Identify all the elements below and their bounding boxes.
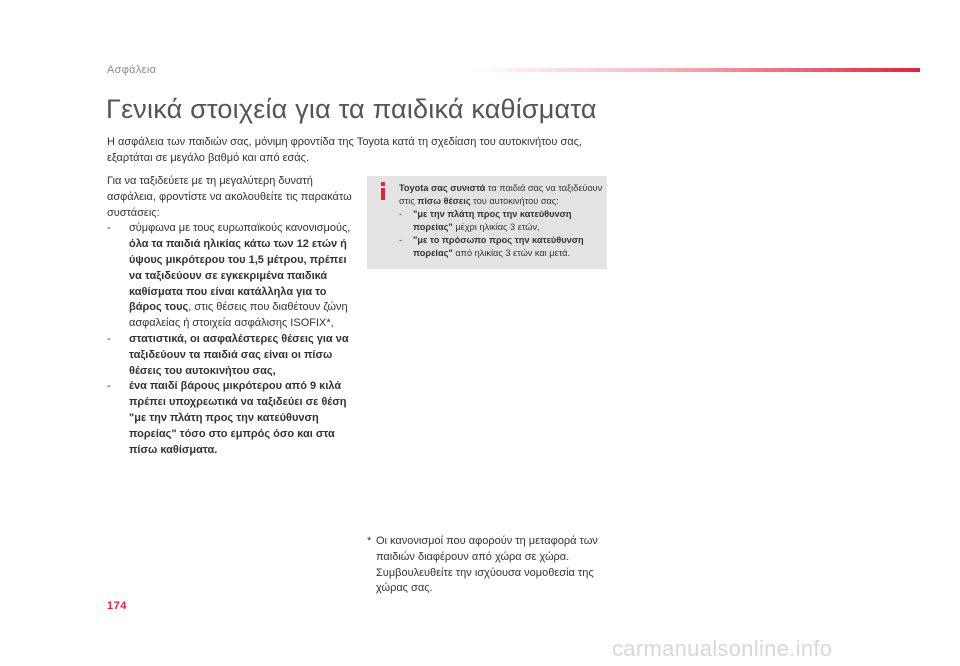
header-accent-bar (470, 68, 920, 72)
page-number: 174 (107, 600, 127, 612)
info-icon (379, 182, 387, 200)
list-dash: - (107, 380, 111, 393)
list-item-emphasis: "με την πλάτη προς την κατεύθυνση πορείας" (413, 209, 572, 232)
footnote-text: Οι κανονισμοί που αφορούν τη μεταφορά των παιδιών διαφέρουν από χώρα σε χώρα. Συμβουλευθείτε την ισχύουσα νομοθεσία της χώρας σας. (376, 535, 598, 595)
list-item-emphasis: ένα παιδί βάρους μικρότερου από 9 κιλά πρέπει υποχρεωτικά να ταξιδεύει σε θέση "με την πλάτη προς την κατεύθυνση πορείας" τόσο στο εμπρός όσο και στα πίσω καθίσματα. (129, 380, 347, 456)
list-item (107, 332, 357, 379)
list-item (107, 221, 357, 332)
list-item (399, 234, 604, 260)
info-brand: Toyota σας συνιστά (399, 183, 486, 193)
list-item-emphasis: στατιστικά, οι ασφαλέστερες θέσεις για να ταξιδεύουν τα παιδιά σας είναι οι πίσω θέσεις του αυτοκινήτου σας, (129, 332, 349, 377)
recommendations-list (107, 221, 357, 458)
info-lead-text: τα παιδιά σας να ταξιδεύουν στις (399, 183, 603, 206)
list-item (399, 208, 604, 234)
info-list (399, 208, 604, 260)
info-lead (399, 182, 604, 208)
list-item-text: σύμφωνα με τους ευρωπαϊκούς κανονισμούς, (129, 222, 351, 235)
list-dash: - (399, 209, 403, 219)
info-box (367, 176, 607, 269)
intro-paragraph: Η ασφάλεια των παιδιών σας, μόνιμη φροντίδα της Toyota κατά τη σχεδίαση του αυτοκινήτου σας, εξαρτάται σε μεγάλο βαθμό και από εσάς. (107, 136, 582, 164)
recommendations-column (107, 174, 357, 458)
list-dash: - (107, 332, 111, 345)
info-lead-text: του αυτοκινήτου σας: (470, 196, 559, 206)
info-text (399, 182, 604, 260)
list-item-emphasis: "με το πρόσωπο προς την κατεύθυνση πορείας" (413, 235, 584, 258)
list-dash: - (107, 222, 111, 235)
page-title: Γενικά στοιχεία για τα παιδικά καθίσματα (106, 94, 597, 124)
footnote (367, 534, 617, 597)
list-item-text: , στις θέσεις που διαθέτουν ζώνη ασφαλείας ή στοιχεία ασφάλισης ISOFIX*, (129, 301, 348, 330)
list-item (107, 379, 357, 458)
watermark: carmanualsonline.info (612, 636, 833, 661)
info-seats: πίσω θέσεις (417, 196, 471, 206)
list-dash: - (399, 235, 403, 245)
list-item-text: από ηλικίας 3 ετών και μετά. (452, 248, 571, 258)
recommendations-lead: Για να ταξιδεύετε με τη μεγαλύτερη δυνατή ασφάλεια, φροντίστε να ακολουθείτε τις παρακάτω συστάσεις: (107, 175, 352, 219)
footnote-mark: * (367, 535, 372, 547)
list-item-text: μέχρι ηλικίας 3 ετών, (452, 222, 540, 232)
list-item-emphasis: όλα τα παιδιά ηλικίας κάτω των 12 ετών ή ύψους μικρότερου του 1,5 μέτρου, πρέπει να ταξιδεύουν σε εγκεκριμένα παιδικά καθίσματα που είναι κατάλληλα για το βάρος τους (129, 238, 347, 314)
section-label: Ασφάλεια (107, 64, 157, 76)
